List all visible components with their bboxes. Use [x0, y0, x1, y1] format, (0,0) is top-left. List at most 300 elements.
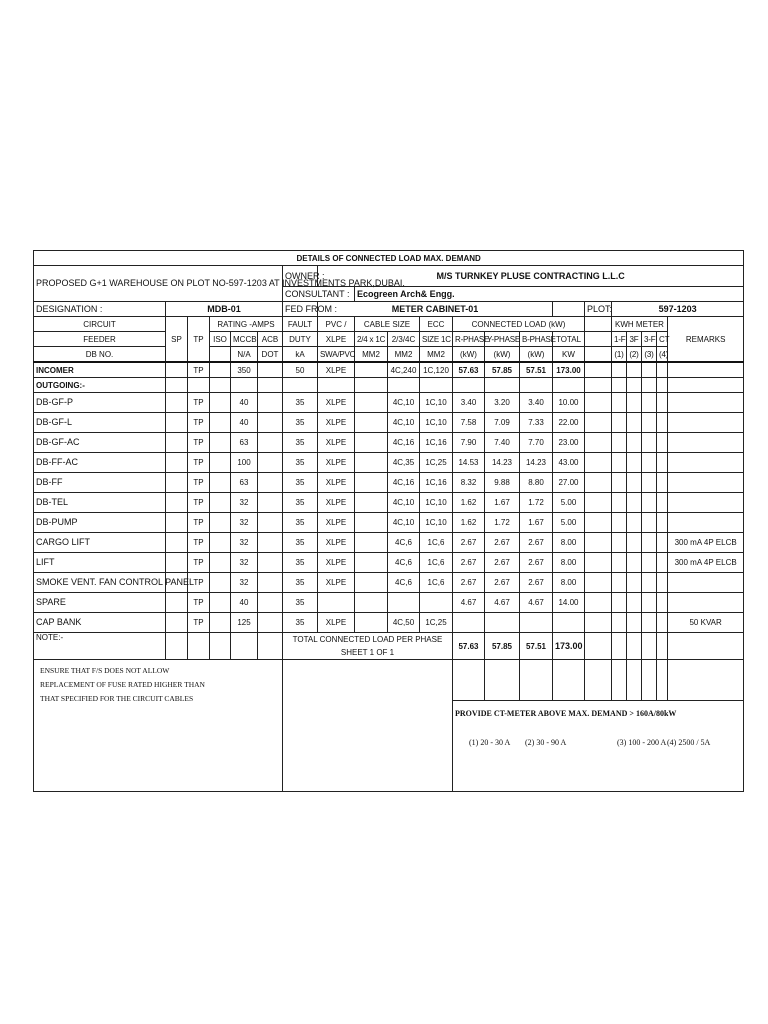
acb-cell — [258, 573, 283, 593]
remarks: 50 KVAR — [668, 613, 744, 633]
kwh-ct — [657, 453, 668, 473]
cable-1c — [355, 533, 388, 553]
y-phase-load: 3.20 — [485, 393, 520, 413]
sheet-title: DETAILS OF CONNECTED LOAD MAX. DEMAND — [34, 251, 744, 266]
iso-cell — [210, 513, 231, 533]
kwh-3f — [627, 533, 642, 553]
feeder-name: DB-GF-P — [34, 393, 166, 413]
kwh-3f — [627, 413, 642, 433]
incomer-total: 173.00 — [553, 362, 585, 378]
notes-block — [34, 660, 283, 792]
meter-option-1: (1) 20 - 30 A — [469, 738, 511, 747]
table-row — [34, 553, 744, 573]
cable-size: 4C,35 — [388, 453, 420, 473]
cable-1c — [355, 553, 388, 573]
kwh-3f-ct — [642, 613, 657, 633]
fed-from-label: FED FROM : — [283, 302, 318, 317]
cable-1c — [355, 593, 388, 613]
header-3f: 3F — [627, 332, 642, 347]
y-phase-load: 2.67 — [485, 553, 520, 573]
header-kw-b: (kW) — [520, 347, 553, 363]
grand-total: 173.00 — [553, 633, 585, 660]
incomer-pvc: XLPE — [318, 362, 355, 378]
header-connected-load: CONNECTED LOAD (kW) — [453, 317, 585, 332]
mccb-rating: 125 — [231, 613, 258, 633]
tp-cell: TP — [188, 513, 210, 533]
cable-1c — [355, 413, 388, 433]
header-feeder: FEEDER — [34, 332, 166, 347]
header-ka: kA — [283, 347, 318, 363]
iso-cell — [210, 533, 231, 553]
feeder-name: DB-TEL — [34, 493, 166, 513]
meter-options — [455, 738, 741, 750]
ecc-size: 1C,25 — [420, 453, 453, 473]
acb-cell — [258, 433, 283, 453]
r-phase-load: 4.67 — [453, 593, 485, 613]
fault-duty: 35 — [283, 493, 318, 513]
y-phase-load: 9.88 — [485, 473, 520, 493]
header-rating: RATING -AMPS — [210, 317, 283, 332]
kwh-1f — [612, 453, 627, 473]
cable-1c — [355, 473, 388, 493]
total-load: 22.00 — [553, 413, 585, 433]
ecc-size: 1C,16 — [420, 473, 453, 493]
feeder-name: DB-PUMP — [34, 513, 166, 533]
fed-from-value: METER CABINET-01 — [318, 302, 553, 317]
ecc-size: 1C,6 — [420, 553, 453, 573]
kwh-1f — [612, 573, 627, 593]
header-ct: CT — [657, 332, 668, 347]
tp-cell: TP — [188, 553, 210, 573]
y-phase-load: 7.09 — [485, 413, 520, 433]
iso-cell — [210, 613, 231, 633]
kwh-3f-ct — [642, 493, 657, 513]
cable-1c — [355, 493, 388, 513]
feeder-name: CARGO LIFT — [34, 533, 166, 553]
b-phase-load: 14.23 — [520, 453, 553, 473]
kwh-1f — [612, 593, 627, 613]
table-row — [34, 593, 744, 613]
remarks — [668, 393, 744, 413]
kwh-3f-ct — [642, 413, 657, 433]
header-db-no: DB NO. — [34, 347, 166, 363]
feeder-name: DB-GF-L — [34, 413, 166, 433]
note-label: NOTE:- — [34, 633, 166, 660]
kwh-ct — [657, 413, 668, 433]
header-mm2-b: MM2 — [388, 347, 420, 363]
acb-cell — [258, 413, 283, 433]
acb-cell — [258, 473, 283, 493]
header-3f-num: (2) — [627, 347, 642, 363]
ecc-size: 1C,16 — [420, 433, 453, 453]
owner-value: M/S TURNKEY PLUSE CONTRACTING L.L.C — [318, 266, 744, 287]
kwh-1f — [612, 513, 627, 533]
kwh-3f — [627, 453, 642, 473]
y-phase-load: 2.67 — [485, 533, 520, 553]
kwh-1f — [612, 553, 627, 573]
kwh-1f — [612, 473, 627, 493]
kwh-3f-ct — [642, 453, 657, 473]
kwh-3f — [627, 573, 642, 593]
header-circuit: CIRCUIT — [34, 317, 166, 332]
b-phase-load: 3.40 — [520, 393, 553, 413]
cable-type: XLPE — [318, 393, 355, 413]
cable-type: XLPE — [318, 493, 355, 513]
cable-size: 4C,16 — [388, 433, 420, 453]
total-load: 43.00 — [553, 453, 585, 473]
sp-cell — [166, 513, 188, 533]
mccb-rating: 32 — [231, 553, 258, 573]
header-1f: 1-F — [612, 332, 627, 347]
header-xlpe: XLPE — [318, 332, 355, 347]
r-phase-load: 14.53 — [453, 453, 485, 473]
header-remarks: REMARKS — [668, 317, 744, 363]
feeder-name: DB-GF-AC — [34, 433, 166, 453]
fault-duty: 35 — [283, 393, 318, 413]
tp-cell: TP — [188, 433, 210, 453]
header-1f-num: (1) — [612, 347, 627, 363]
remarks — [668, 433, 744, 453]
fault-duty: 35 — [283, 433, 318, 453]
y-phase-load — [485, 613, 520, 633]
incomer-mccb: 350 — [231, 362, 258, 378]
sp-cell — [166, 453, 188, 473]
tp-cell: TP — [188, 453, 210, 473]
kwh-3f-ct — [642, 513, 657, 533]
b-phase-load — [520, 613, 553, 633]
b-phase-load: 1.72 — [520, 493, 553, 513]
y-phase-load: 7.40 — [485, 433, 520, 453]
tp-cell: TP — [188, 493, 210, 513]
incomer-b-phase: 57.51 — [520, 362, 553, 378]
fault-duty: 35 — [283, 573, 318, 593]
incomer-tp: TP — [188, 362, 210, 378]
total-load: 27.00 — [553, 473, 585, 493]
total-load — [553, 613, 585, 633]
table-row — [34, 533, 744, 553]
r-phase-load: 1.62 — [453, 513, 485, 533]
r-phase-load: 7.58 — [453, 413, 485, 433]
total-load: 14.00 — [553, 593, 585, 613]
fault-duty: 35 — [283, 613, 318, 633]
total-load: 5.00 — [553, 493, 585, 513]
cable-type: XLPE — [318, 613, 355, 633]
header-3f-ct-num: (3) — [642, 347, 657, 363]
blank-cell — [585, 413, 612, 433]
mccb-rating: 63 — [231, 433, 258, 453]
cable-type: XLPE — [318, 573, 355, 593]
outgoing-label: OUTGOING:- — [34, 378, 166, 393]
incomer-y-phase: 57.85 — [485, 362, 520, 378]
iso-cell — [210, 573, 231, 593]
cable-size: 4C,10 — [388, 413, 420, 433]
blank-cell — [585, 573, 612, 593]
iso-cell — [210, 553, 231, 573]
kwh-3f-ct — [642, 573, 657, 593]
header-fault: FAULT — [283, 317, 318, 332]
mccb-rating: 40 — [231, 393, 258, 413]
blank-cell — [585, 433, 612, 453]
acb-cell — [258, 533, 283, 553]
r-phase-load — [453, 613, 485, 633]
b-phase-load: 8.80 — [520, 473, 553, 493]
blank-cell — [585, 613, 612, 633]
cable-type: XLPE — [318, 473, 355, 493]
kwh-ct — [657, 533, 668, 553]
r-phase-load: 1.62 — [453, 493, 485, 513]
feeder-rows — [34, 393, 744, 633]
kwh-3f — [627, 593, 642, 613]
total-load: 10.00 — [553, 393, 585, 413]
cable-size: 4C,10 — [388, 493, 420, 513]
acb-cell — [258, 453, 283, 473]
kwh-3f — [627, 433, 642, 453]
b-phase-load: 2.67 — [520, 553, 553, 573]
note-line: THAT SPECIFIED FOR THE CIRCUIT CABLES — [40, 694, 194, 703]
kwh-1f — [612, 433, 627, 453]
note-line: REPLACEMENT OF FUSE RATED HIGHER THAN — [40, 680, 205, 689]
feeder-name: CAP BANK — [34, 613, 166, 633]
kwh-1f — [612, 393, 627, 413]
b-phase-load: 1.67 — [520, 513, 553, 533]
feeder-name: DB-FF-AC — [34, 453, 166, 473]
ecc-size: 1C,10 — [420, 393, 453, 413]
blank-cell — [585, 593, 612, 613]
acb-cell — [258, 553, 283, 573]
table-row — [34, 413, 744, 433]
sp-cell — [166, 473, 188, 493]
kwh-1f — [612, 613, 627, 633]
remarks — [668, 593, 744, 613]
header-size-1c: SIZE 1C — [420, 332, 453, 347]
ecc-size: 1C,25 — [420, 613, 453, 633]
cable-size — [388, 593, 420, 613]
remarks: 300 mA 4P ELCB — [668, 553, 744, 573]
header-swa-pvc: SWA/PVC — [318, 347, 355, 363]
mccb-rating: 40 — [231, 413, 258, 433]
table-row — [34, 433, 744, 453]
kwh-3f-ct — [642, 593, 657, 613]
header-na: N/A — [231, 347, 258, 363]
fault-duty: 35 — [283, 413, 318, 433]
blank-cell — [585, 513, 612, 533]
table-row — [34, 473, 744, 493]
kwh-1f — [612, 493, 627, 513]
designation-label: DESIGNATION : — [34, 302, 166, 317]
remarks — [668, 413, 744, 433]
sp-cell — [166, 493, 188, 513]
acb-cell — [258, 613, 283, 633]
iso-cell — [210, 453, 231, 473]
cable-type — [318, 593, 355, 613]
cable-type: XLPE — [318, 413, 355, 433]
kwh-3f — [627, 553, 642, 573]
acb-cell — [258, 593, 283, 613]
mccb-rating: 100 — [231, 453, 258, 473]
b-phase-load: 2.67 — [520, 533, 553, 553]
r-phase-load: 7.90 — [453, 433, 485, 453]
kwh-ct — [657, 493, 668, 513]
cable-size: 4C,10 — [388, 513, 420, 533]
ecc-size: 1C,6 — [420, 533, 453, 553]
kwh-3f-ct — [642, 533, 657, 553]
incomer-cable: 4C,240 — [388, 362, 420, 378]
ecc-size — [420, 593, 453, 613]
kwh-3f — [627, 513, 642, 533]
acb-cell — [258, 393, 283, 413]
blank-cell — [585, 453, 612, 473]
fault-duty: 35 — [283, 593, 318, 613]
mccb-rating: 32 — [231, 573, 258, 593]
incomer-ecc: 1C,120 — [420, 362, 453, 378]
table-row — [34, 393, 744, 413]
table-row — [34, 613, 744, 633]
r-phase-load: 8.32 — [453, 473, 485, 493]
header-cable-size: CABLE SIZE — [355, 317, 420, 332]
mccb-rating: 32 — [231, 513, 258, 533]
cable-size: 4C,6 — [388, 573, 420, 593]
cable-type: XLPE — [318, 453, 355, 473]
header-iso: ISO — [210, 332, 231, 347]
total-load: 8.00 — [553, 553, 585, 573]
kwh-ct — [657, 473, 668, 493]
meter-option-3: (3) 100 - 200 A — [617, 738, 667, 747]
total-connected-load-label: TOTAL CONNECTED LOAD PER PHASE — [292, 635, 443, 644]
fault-duty: 35 — [283, 533, 318, 553]
kwh-3f-ct — [642, 473, 657, 493]
cable-size: 4C,6 — [388, 553, 420, 573]
kwh-ct — [657, 613, 668, 633]
table-row — [34, 493, 744, 513]
header-mm2-c: MM2 — [420, 347, 453, 363]
y-phase-load: 1.72 — [485, 513, 520, 533]
sp-cell — [166, 393, 188, 413]
provide-ct-meter-text: PROVIDE CT-METER ABOVE MAX. DEMAND > 160A/80kW — [455, 709, 677, 718]
kwh-1f — [612, 533, 627, 553]
remarks — [668, 513, 744, 533]
cable-type: XLPE — [318, 533, 355, 553]
feeder-name: LIFT — [34, 553, 166, 573]
kwh-3f — [627, 473, 642, 493]
y-phase-load: 14.23 — [485, 453, 520, 473]
plot-label: PLOT: — [585, 302, 612, 317]
y-phase-load: 2.67 — [485, 573, 520, 593]
b-phase-load: 7.70 — [520, 433, 553, 453]
table-row — [34, 453, 744, 473]
incomer-fault: 50 — [283, 362, 318, 378]
tp-cell: TP — [188, 533, 210, 553]
header-r-phase: R-PHASE — [453, 332, 485, 347]
total-load: 8.00 — [553, 533, 585, 553]
note-line: ENSURE THAT F/S DOES NOT ALLOW — [40, 666, 170, 675]
b-phase-load: 7.33 — [520, 413, 553, 433]
meter-option-4: (4) 2500 / 5A — [667, 738, 711, 747]
cable-type: XLPE — [318, 553, 355, 573]
feeder-name: SMOKE VENT. FAN CONTROL PANEL — [34, 573, 166, 593]
kwh-ct — [657, 513, 668, 533]
sp-cell — [166, 433, 188, 453]
header-pvc: PVC / — [318, 317, 355, 332]
load-schedule-table — [33, 250, 744, 792]
feeder-name: SPARE — [34, 593, 166, 613]
kwh-ct — [657, 593, 668, 613]
ct-meter-note — [453, 701, 744, 792]
kwh-3f-ct — [642, 553, 657, 573]
tp-cell: TP — [188, 613, 210, 633]
table-row — [34, 513, 744, 533]
ecc-size: 1C,10 — [420, 413, 453, 433]
fault-duty: 35 — [283, 473, 318, 493]
r-phase-load: 2.67 — [453, 573, 485, 593]
cable-1c — [355, 433, 388, 453]
fault-duty: 35 — [283, 553, 318, 573]
mccb-rating: 63 — [231, 473, 258, 493]
tp-cell: TP — [188, 393, 210, 413]
header-y-phase: Y-PHASE — [485, 332, 520, 347]
blank-cell — [585, 553, 612, 573]
meter-option-2: (2) 30 - 90 A — [525, 738, 567, 747]
kwh-3f-ct — [642, 393, 657, 413]
feeder-name: DB-FF — [34, 473, 166, 493]
cable-type: XLPE — [318, 513, 355, 533]
mccb-rating: 40 — [231, 593, 258, 613]
header-tp: TP — [188, 317, 210, 363]
cable-1c — [355, 613, 388, 633]
plot-value: 597-1203 — [612, 302, 744, 317]
kwh-ct — [657, 573, 668, 593]
iso-cell — [210, 593, 231, 613]
project-description: PROPOSED G+1 WAREHOUSE ON PLOT NO-597-1203 AT INVESTMENTS PARK,DUBAI. — [34, 266, 283, 302]
remarks — [668, 493, 744, 513]
header-kw-r: (kW) — [453, 347, 485, 363]
iso-cell — [210, 493, 231, 513]
cable-size: 4C,6 — [388, 533, 420, 553]
header-3f-ct: 3-F — [642, 332, 657, 347]
header-kwh-meter: KWH METER — [612, 317, 668, 332]
cable-size: 4C,16 — [388, 473, 420, 493]
ecc-size: 1C,6 — [420, 573, 453, 593]
kwh-3f — [627, 493, 642, 513]
designation-value: MDB-01 — [166, 302, 283, 317]
fault-duty: 35 — [283, 453, 318, 473]
mccb-rating: 32 — [231, 533, 258, 553]
cable-1c — [355, 573, 388, 593]
cable-size: 4C,10 — [388, 393, 420, 413]
sp-cell — [166, 413, 188, 433]
tp-cell: TP — [188, 413, 210, 433]
ecc-size: 1C,10 — [420, 513, 453, 533]
kwh-3f — [627, 393, 642, 413]
remarks — [668, 573, 744, 593]
sp-cell — [166, 553, 188, 573]
kwh-3f-ct — [642, 433, 657, 453]
sheet-number: SHEET 1 OF 1 — [340, 648, 395, 657]
header-acb: ACB — [258, 332, 283, 347]
blank-cell — [585, 493, 612, 513]
header-ecc: ECC — [420, 317, 453, 332]
header-kw-y: (kW) — [485, 347, 520, 363]
iso-cell — [210, 393, 231, 413]
sp-cell — [166, 613, 188, 633]
cable-1c — [355, 453, 388, 473]
r-phase-load: 2.67 — [453, 533, 485, 553]
total-y-phase: 57.85 — [485, 633, 520, 660]
acb-cell — [258, 493, 283, 513]
cable-1c — [355, 393, 388, 413]
header-kw-total: KW — [553, 347, 585, 363]
sp-cell — [166, 533, 188, 553]
kwh-ct — [657, 433, 668, 453]
